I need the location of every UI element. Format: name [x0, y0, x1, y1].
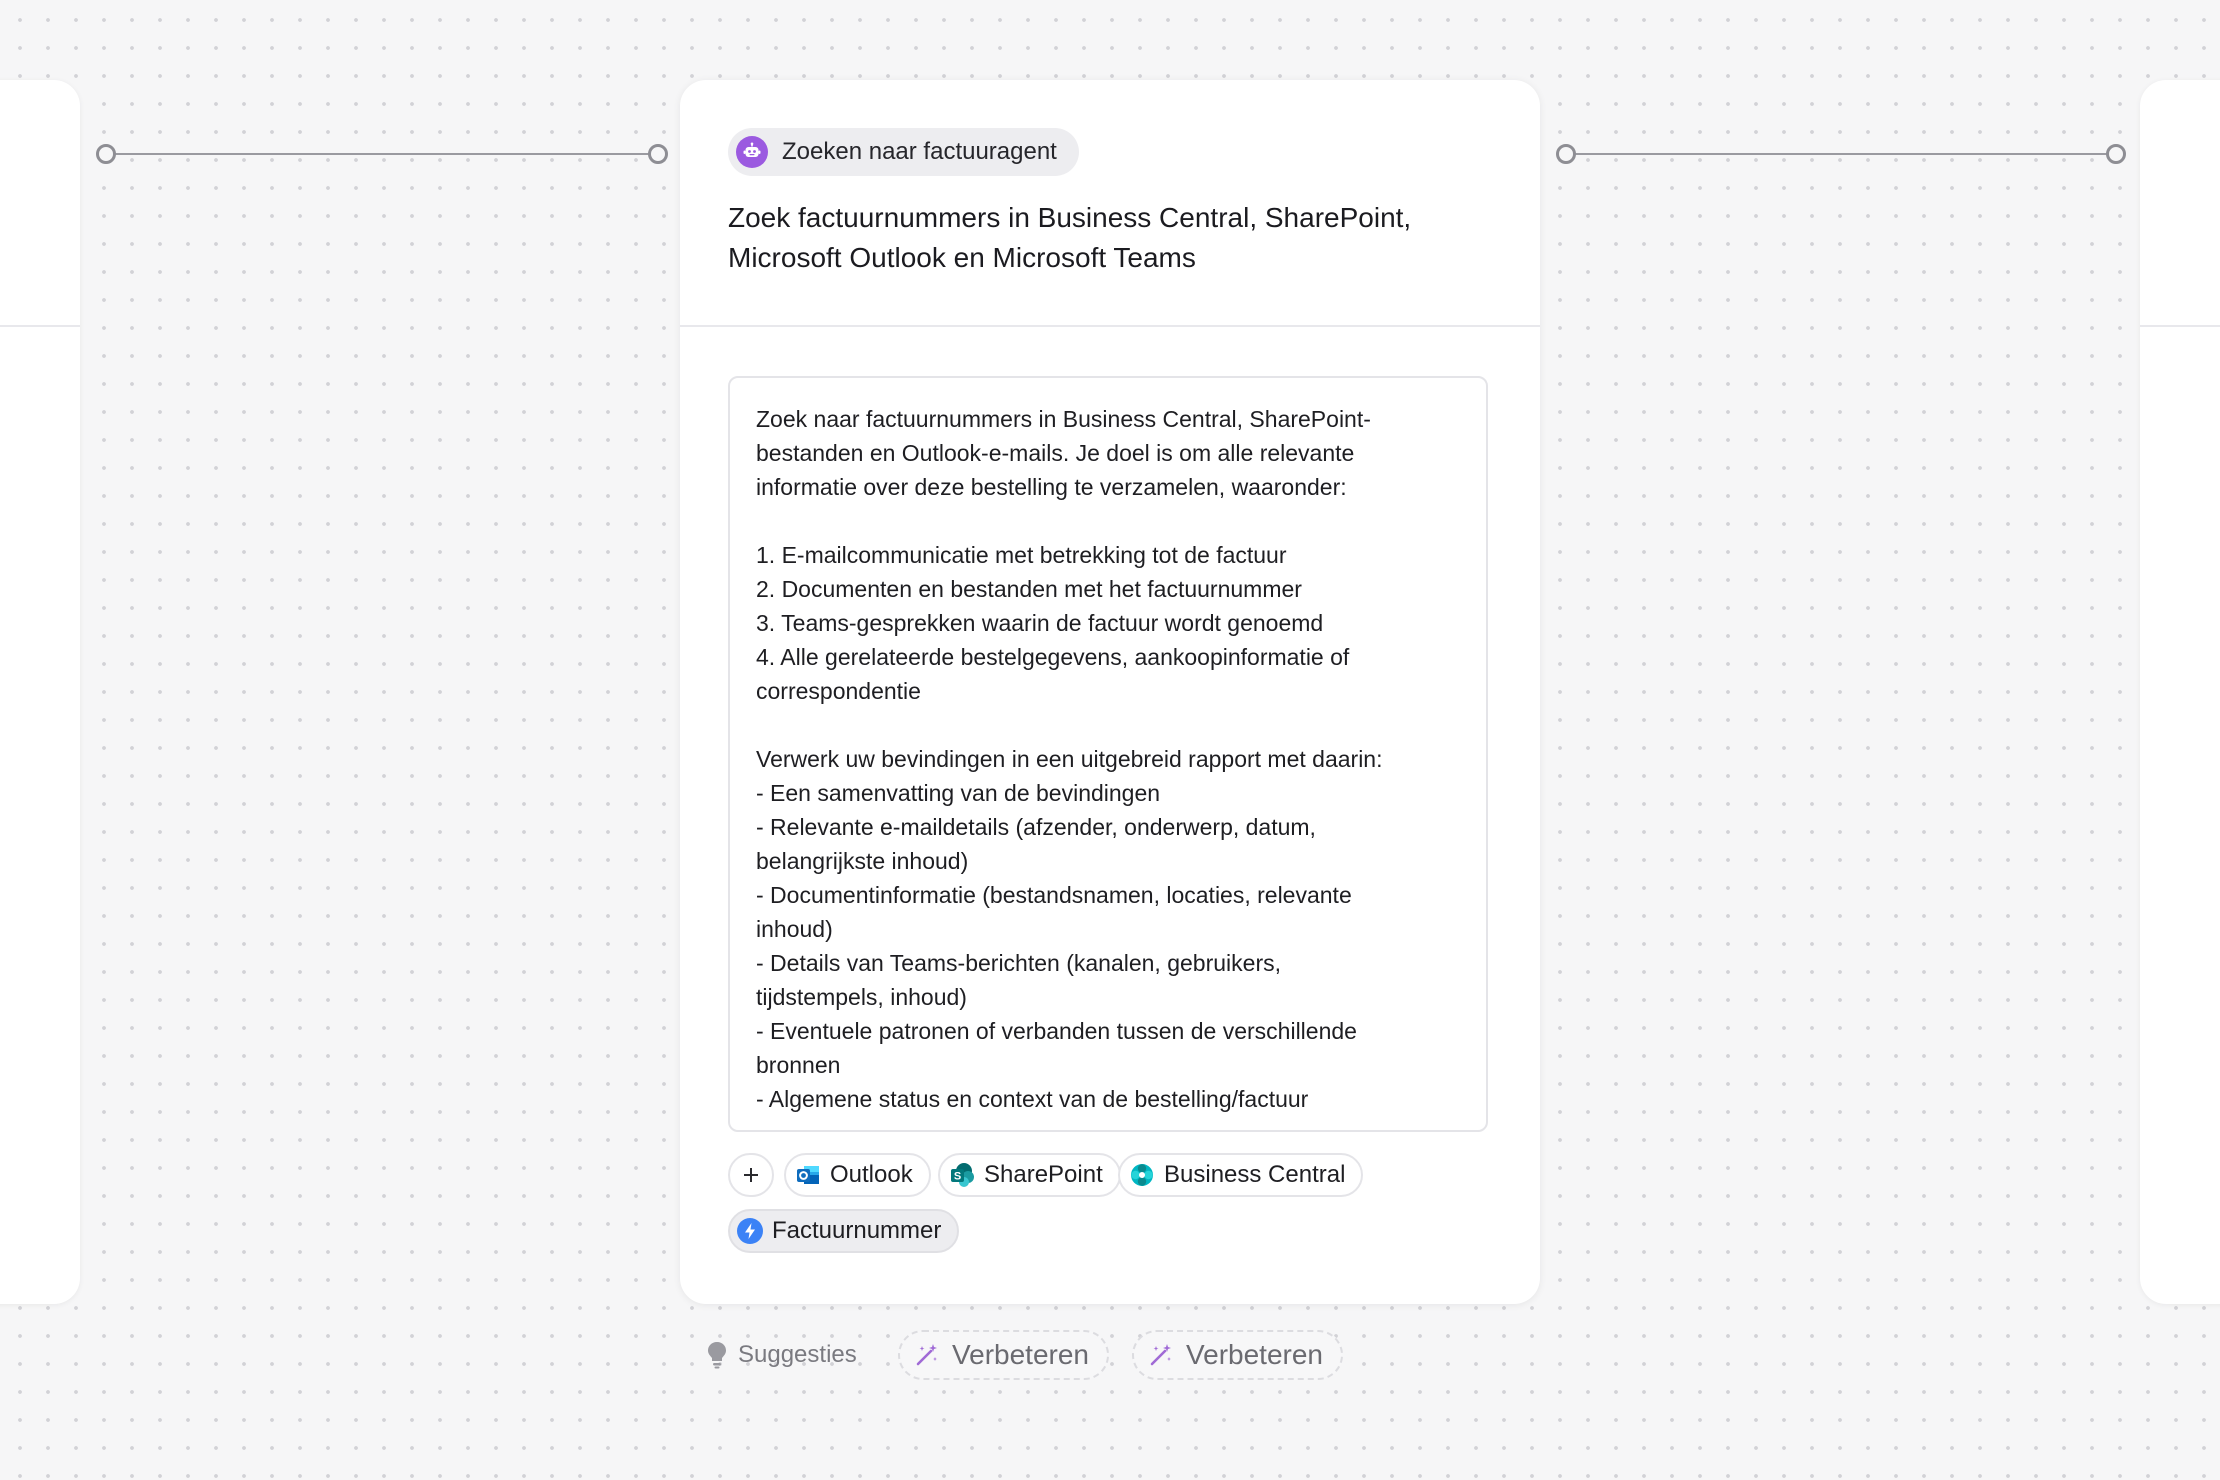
prompt-line: 1. E-mailcommunicatie met betrekking tot de factuur — [756, 542, 1287, 568]
suggestion-improve-button[interactable] — [898, 1330, 1109, 1380]
tool-chip-business-central[interactable] — [1118, 1153, 1363, 1197]
prompt-line: - Relevante e-maildetails (afzender, onderwerp, datum, — [756, 814, 1316, 840]
card-divider — [2140, 325, 2220, 327]
lightning-icon — [736, 1217, 764, 1245]
prompt-line: Verwerk uw bevindingen in een uitgebreid rapport met daarin: — [756, 746, 1383, 772]
add-tool-button[interactable] — [728, 1153, 774, 1197]
prompt-line — [756, 708, 1460, 742]
prompt-line: tijdstempels, inhoud) — [756, 984, 967, 1010]
connector-handle-out[interactable] — [96, 144, 116, 164]
prompt-line — [756, 504, 1460, 538]
agent-name: Zoeken naar factuuragent — [782, 138, 1057, 165]
card-divider — [680, 325, 1540, 327]
lightbulb-icon — [706, 1341, 728, 1369]
suggestions-label — [706, 1330, 857, 1380]
prompt-line: informatie over deze bestelling te verzamelen, waaronder: — [756, 474, 1347, 500]
prompt-line: - Documentinformatie (bestandsnamen, locaties, relevante — [756, 882, 1352, 908]
tool-label: SharePoint — [984, 1161, 1103, 1188]
prompt-line: bronnen — [756, 1052, 841, 1078]
card-divider — [0, 325, 80, 327]
agent-step-card[interactable] — [680, 80, 1540, 1304]
business-central-icon — [1128, 1161, 1156, 1189]
prompt-line: 3. Teams-gesprekken waarin de factuur wordt genoemd — [756, 610, 1324, 636]
agent-badge[interactable] — [728, 128, 1079, 176]
tool-label: Outlook — [830, 1161, 913, 1188]
prompt-line: - Een samenvatting van de bevindingen — [756, 780, 1161, 806]
connector-handle-in[interactable] — [648, 144, 668, 164]
next-step-card[interactable] — [2140, 80, 2220, 1304]
variable-chip-factuurnummer[interactable] — [728, 1209, 959, 1253]
magic-wand-icon — [914, 1342, 940, 1368]
variable-label: Factuurnummer — [772, 1217, 942, 1244]
prompt-line: inhoud) — [756, 916, 833, 942]
tool-chip-outlook[interactable] — [784, 1153, 931, 1197]
plus-icon — [741, 1165, 761, 1185]
suggestion-label: Verbeteren — [1186, 1339, 1323, 1370]
prompt-line: - Eventuele patronen of verbanden tussen de verschillende — [756, 1018, 1357, 1044]
prompt-textarea[interactable] — [728, 376, 1488, 1132]
card-title: Zoek factuurnummers in Business Central, SharePoint, Microsoft Outlook en Microsoft Teams — [728, 202, 1412, 273]
prompt-line: belangrijkste inhoud) — [756, 848, 969, 874]
connector-handle-out[interactable] — [1556, 144, 1576, 164]
prompt-line: - Algemene status en context van de bestelling/factuur — [756, 1086, 1309, 1112]
suggestion-improve-button[interactable] — [1132, 1330, 1343, 1380]
tool-chip-sharepoint[interactable] — [938, 1153, 1121, 1197]
connector-handle-in[interactable] — [2106, 144, 2126, 164]
prompt-line: correspondentie — [756, 678, 921, 704]
prompt-line: - Details van Teams-berichten (kanalen, gebruikers, — [756, 950, 1281, 976]
suggestions-text: Suggesties — [738, 1341, 857, 1368]
tool-label: Business Central — [1164, 1161, 1346, 1188]
right-connector — [1556, 144, 2126, 164]
svg-text:S: S — [953, 1170, 962, 1183]
outlook-icon — [794, 1161, 822, 1189]
prompt-line: 2. Documenten en bestanden met het factuurnummer — [756, 576, 1302, 602]
previous-step-card[interactable] — [0, 80, 80, 1304]
connector-line — [106, 153, 658, 155]
prompt-line: Zoek naar factuurnummers in Business Central, SharePoint- — [756, 406, 1371, 432]
left-connector — [96, 144, 668, 164]
prompt-line: 4. Alle gerelateerde bestelgegevens, aankoopinformatie of — [756, 644, 1350, 670]
suggestion-label: Verbeteren — [952, 1339, 1089, 1370]
magic-wand-icon — [1148, 1342, 1174, 1368]
bot-icon — [736, 136, 768, 168]
prompt-line: bestanden en Outlook-e-mails. Je doel is om alle relevante — [756, 440, 1355, 466]
connector-line — [1566, 153, 2116, 155]
sharepoint-icon — [948, 1161, 976, 1189]
